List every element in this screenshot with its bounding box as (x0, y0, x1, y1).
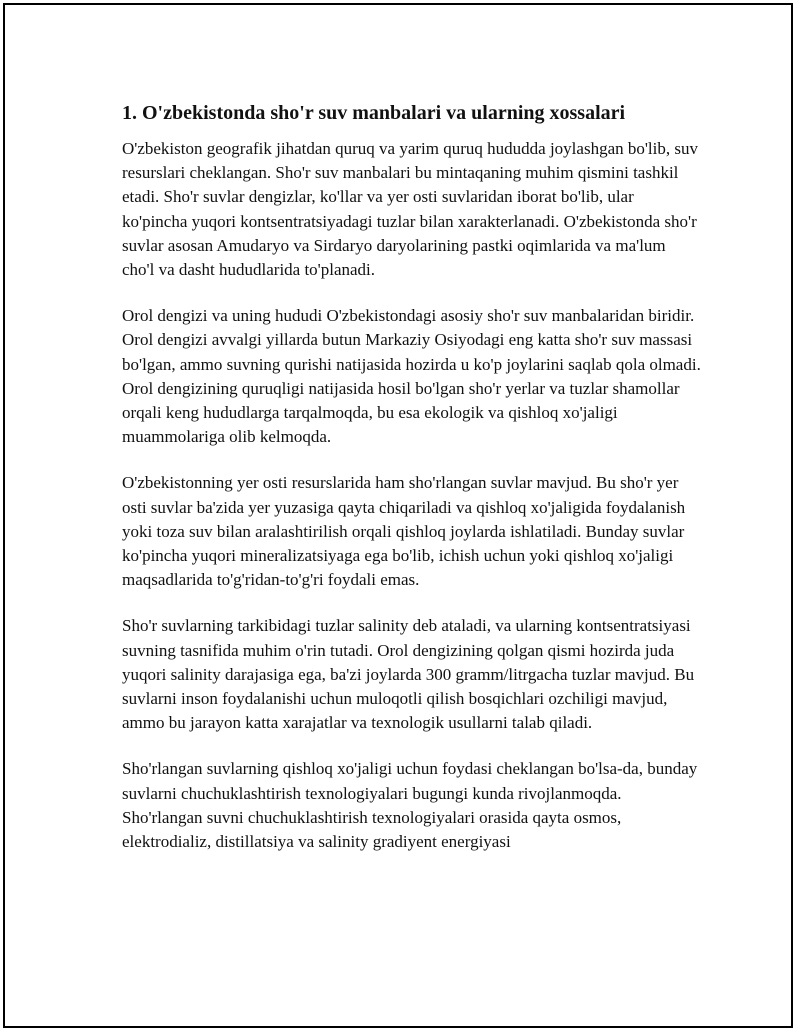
section-heading: 1. O'zbekistonda sho'r suv manbalari va ularning xossalari (122, 102, 626, 124)
paragraph-2: Orol dengizi va uning hududi O'zbekistondagi asosiy sho'r suv manbalaridan biridir. Orol dengizi avvalgi yillarda butun Markaziy Osiyodagi eng katta sho'r suv massasi bo'lgan, ammo suvning qurishi natijasida hozirda u ko'p joylarini saqlab qola olmadi. Orol dengizining quruqligi natijasida hosil bo'lgan sho'r yerlar va tuzlar shamollar orqali keng hududlarga tarqalmoqda, bu esa ekologik va qishloq xo'jaligi muammolariga olib kelmoqda. (122, 306, 701, 447)
paragraph-5: Sho'rlangan suvlarning qishloq xo'jaligi uchun foydasi cheklangan bo'lsa-da, bunday suvlarni chuchuklashtirish texnologiyalari bugungi kunda rivojlanmoqda. Sho'rlangan suvni chuchuklashtirish texnologiyalari orasida qayta osmos, elektrodializ, distillatsiya va salinity gradiyent energiyasi (122, 759, 698, 852)
document-content (122, 101, 702, 876)
paragraph-4: Sho'r suvlarning tarkibidagi tuzlar salinity deb ataladi, va ularning kontsentratsiyasi suvning tasnifida muhim o'rin tutadi. Orol dengizining qolgan qismi hozirda juda yuqori salinity darajasiga ega, ba'zi joylarda 300 gramm/litrgacha tuzlar mavjud. Bu suvlarni inson foydalanishi uchun muloqotli qilish bosqichlari ozchiligi mavjud, ammo bu jarayon katta xarajatlar va texnologik usullarni talab qiladi. (122, 616, 695, 733)
paragraph-1: O'zbekiston geografik jihatdan quruq va yarim quruq hududda joylashgan bo'lib, suv resurslari cheklangan. Sho'r suv manbalari bu mintaqaning muhim qismini tashkil etadi. Sho'r suvlar dengizlar, ko'llar va yer osti suvlaridan iborat bo'lib, ular ko'pincha yuqori kontsentratsiyadagi tuzlar bilan xarakterlanadi. O'zbekistonda sho'r suvlar asosan Amudaryo va Sirdaryo daryolarining pastki oqimlarida va ma'lum cho'l va dasht hududlarida to'planadi. (122, 139, 698, 280)
paragraph-3: O'zbekistonning yer osti resurslarida ham sho'rlangan suvlar mavjud. Bu sho'r yer osti suvlar ba'zida yer yuzasiga qayta chiqariladi va qishloq xo'jaligida foydalanish yoki toza suv bilan aralashtirilish orqali qishloq joylarda ishlatiladi. Bunday suvlar ko'pincha yuqori mineralizatsiyaga ega bo'lib, ichish uchun yoki qishloq xo'jaligi maqsadlarida to'g'ridan-to'g'ri foydali emas. (122, 473, 686, 590)
document-page (3, 3, 793, 1028)
